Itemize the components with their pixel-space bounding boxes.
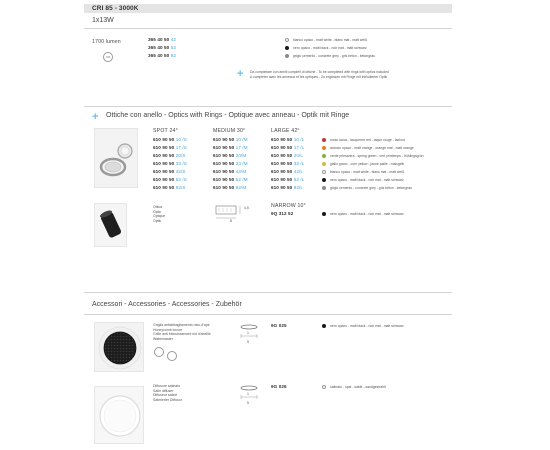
- optic-code: [153, 137, 187, 142]
- base-code: [148, 37, 176, 42]
- code-main: 610 90 50: [271, 145, 294, 150]
- optic-column-head: SPOT 24°: [153, 128, 178, 134]
- finish-label: verde primavera - spring green - vert printemps - frühlingsgrün: [330, 153, 424, 158]
- optic-label-de: Optik: [153, 218, 162, 223]
- optic-code: [213, 145, 248, 150]
- code-main: 365 40 50: [148, 45, 171, 50]
- finish-swatch: [285, 54, 289, 58]
- optic-code: [153, 177, 187, 182]
- code-main: 610 90 50: [213, 145, 236, 150]
- code-suffix: 20/M: [235, 153, 247, 158]
- code-main: 610 90 50: [213, 161, 236, 166]
- code-main: 610 90 50: [153, 161, 176, 166]
- code-suffix: 92/M: [235, 185, 247, 190]
- code-main: 610 90 50: [153, 153, 176, 158]
- accessory-finish: satinato - opal - sablé - sandgestrahlt: [330, 384, 386, 389]
- accessory-dimension-drawing: [238, 322, 264, 346]
- power-label: 1x13W: [92, 17, 114, 24]
- accessory-dim-width: 5: [247, 401, 249, 405]
- finish-swatch: [322, 212, 326, 216]
- accessory-desc: Honeycomb louvre: [153, 327, 183, 332]
- code-main: 610 90 50: [153, 185, 176, 190]
- header-bar: [84, 4, 452, 13]
- optic-code: [271, 169, 303, 174]
- narrow-finish: nero opaco - matt black - noir mat - matt schwarz: [330, 211, 404, 216]
- optic-code: [271, 161, 304, 166]
- optic-code: [271, 153, 303, 158]
- accessory-code: 9G 025: [271, 323, 287, 328]
- code-main: 365 40 50: [148, 53, 171, 58]
- code-main: 610 90 50: [271, 169, 294, 174]
- code-suffix: 33 /S: [175, 161, 187, 166]
- code-main: 610 90 50: [271, 185, 294, 190]
- optic-ring-image: [94, 128, 138, 188]
- code-suffix: 10 /S: [175, 137, 187, 142]
- code-main: 610 90 50: [213, 137, 236, 142]
- accessory-dim-height: 1: [247, 392, 249, 396]
- optic-code: [213, 177, 248, 182]
- note-line-2: A compléter avec les anneaux et les optiques - Zu ergänzen mit Ringe mit inkludierter Optik: [250, 75, 388, 79]
- optic-code: [213, 161, 248, 166]
- honeycomb-badge-icon: [154, 347, 164, 357]
- optic-column-head: MEDIUM 30°: [213, 128, 246, 134]
- optic-code: [153, 153, 186, 158]
- optic-code: [271, 137, 304, 142]
- optic-lens-image: [94, 203, 127, 247]
- finish-swatch: [322, 146, 326, 150]
- finish-swatch: [322, 162, 326, 166]
- code-main: 610 90 50: [213, 169, 236, 174]
- accessory-dimension-drawing: [238, 383, 264, 407]
- optic-dim-width: 8: [230, 219, 232, 223]
- finish-label: grigio cemento - concrete grey - gris béton - betongrau: [330, 185, 412, 190]
- finish-swatch: [322, 186, 326, 190]
- optic-code: [153, 185, 186, 190]
- optic-column-head: LARGE 42°: [271, 128, 300, 134]
- code-main: 610 90 50: [213, 153, 236, 158]
- lumen-label: 1700 lumen: [92, 39, 121, 45]
- louvre-badge-icon: [167, 351, 177, 361]
- optic-code: [213, 137, 248, 142]
- finish-label: nero opaco - matt black - noir mat - matt schwarz: [293, 45, 367, 50]
- code-suffix: 33 /M: [235, 161, 248, 166]
- accessories-title: Accessori - Accessories - Accessories - Zubehör: [92, 301, 242, 308]
- optic-code: [213, 169, 246, 174]
- optic-dim-height: 4,5: [244, 206, 249, 210]
- header-title: CRI 85 - 3000K: [92, 4, 139, 12]
- code-main: 610 90 50: [153, 137, 176, 142]
- finish-label: grigio cemento - concrete grey - gris béton - betongrau: [293, 53, 375, 58]
- code-suffix: 20/S: [175, 153, 186, 158]
- finish-swatch: [285, 46, 289, 50]
- satin-diffuser-image: [94, 386, 144, 444]
- code-suffix: 17 /S: [175, 145, 187, 150]
- base-code: [148, 53, 176, 58]
- code-suffix: 92: [170, 53, 177, 58]
- accessory-desc: Wabenraster: [153, 336, 173, 341]
- code-suffix: 33 /L: [293, 161, 305, 166]
- accessory-desc: Diffusore satinato: [153, 384, 181, 388]
- accessory-desc: Satin diffuser: [153, 388, 174, 393]
- finish-swatch: [322, 154, 326, 158]
- narrow-head: NARROW 10°: [271, 203, 306, 209]
- optic-code: [271, 185, 303, 190]
- narrow-code: 9Q 312 52: [271, 211, 294, 216]
- optic-code: [153, 169, 186, 174]
- code-suffix: 10 /L: [293, 137, 305, 142]
- optics-title: Ottiche con anello - Optics with Rings - Optique avec anneau - Optik mit Ringe: [106, 112, 350, 119]
- accessory-finish: nero opaco - matt black - noir mat - matt schwarz: [330, 323, 404, 328]
- accessory-desc: Grille anti éblouissement nid d'abeille: [153, 332, 211, 337]
- code-suffix: 92/S: [175, 185, 186, 190]
- finish-swatch: [322, 138, 326, 142]
- code-suffix: 52 /S: [175, 177, 187, 182]
- code-suffix: 10 /M: [235, 137, 248, 142]
- code-main: 365 40 50: [148, 37, 171, 42]
- divider: [84, 106, 452, 107]
- code-suffix: 52 /L: [293, 177, 305, 182]
- optic-code: [213, 185, 246, 190]
- code-suffix: 42/L: [293, 169, 304, 174]
- optic-code: [271, 145, 304, 150]
- divider: [84, 292, 452, 293]
- note-line-1: Da completare con anelli completi di ottiche - To be completed with rings with optics included: [250, 70, 389, 74]
- code-suffix: 42/M: [235, 169, 247, 174]
- accessory-desc: Satinierter Diffusor: [153, 397, 182, 402]
- accessory-dim-width: 5: [247, 340, 249, 344]
- finish-label: giallo grano - corn yellow - jaune paille - maisgelb: [330, 161, 405, 166]
- code-suffix: 52 /M: [235, 177, 248, 182]
- code-main: 610 90 50: [213, 177, 236, 182]
- optic-label-en: Optic: [153, 209, 162, 214]
- accessory-dim-height: 1: [247, 331, 249, 335]
- finish-label: rosso lacca - lacquered red - laque rouge - lackrot: [330, 137, 405, 142]
- code-suffix: 17 /L: [293, 145, 305, 150]
- finish-swatch: [285, 38, 289, 42]
- finish-label: nero opaco - matt black - noir mat - matt schwarz: [330, 177, 404, 182]
- honeycomb-louvre-image: [94, 322, 144, 372]
- divider: [84, 314, 452, 315]
- accessory-desc: Griglia antiabbagliamento nido d'ape: [153, 323, 210, 327]
- code-suffix: 92/L: [293, 185, 304, 190]
- code-main: 610 90 50: [153, 177, 176, 182]
- finish-swatch: [322, 170, 326, 174]
- code-main: 610 90 50: [271, 153, 294, 158]
- optic-code: [153, 161, 187, 166]
- finish-swatch: [322, 385, 326, 389]
- accessory-desc: Diffuseur satiné: [153, 393, 178, 398]
- code-main: 610 90 50: [271, 177, 294, 182]
- optic-code: [271, 177, 304, 182]
- optic-code: [153, 145, 187, 150]
- code-main: 610 90 50: [213, 185, 236, 190]
- divider: [84, 28, 452, 29]
- plus-icon: +: [92, 111, 99, 123]
- finish-label: arancio opaco - matt orange - orange mat - matt orange: [330, 145, 414, 150]
- code-main: 610 90 50: [153, 169, 176, 174]
- accessory-code: 9G 026: [271, 384, 287, 389]
- cri-badge-text: CRI: [105, 56, 111, 59]
- code-suffix: 20/L: [293, 153, 304, 158]
- finish-swatch: [322, 178, 326, 182]
- code-main: 610 90 50: [153, 145, 176, 150]
- code-suffix: 52: [170, 45, 177, 50]
- optic-label-fr: Optique: [153, 214, 166, 219]
- code-suffix: 42: [170, 37, 177, 42]
- optic-code: [213, 153, 246, 158]
- finish-label: bianco opaco - matt white - blanc mat - matt weiß: [293, 37, 368, 42]
- base-code: [148, 45, 176, 50]
- code-main: 610 90 50: [271, 137, 294, 142]
- code-main: 610 90 50: [271, 161, 294, 166]
- finish-swatch: [322, 324, 326, 328]
- optic-label-it: Ottica: [153, 205, 163, 209]
- cri-badge-icon: [103, 52, 113, 62]
- finish-label: bianco opaco - matt white - blanc mat - matt weiß: [330, 169, 405, 174]
- code-suffix: 17 /M: [235, 145, 248, 150]
- plus-icon: +: [237, 68, 244, 80]
- code-suffix: 42/S: [175, 169, 186, 174]
